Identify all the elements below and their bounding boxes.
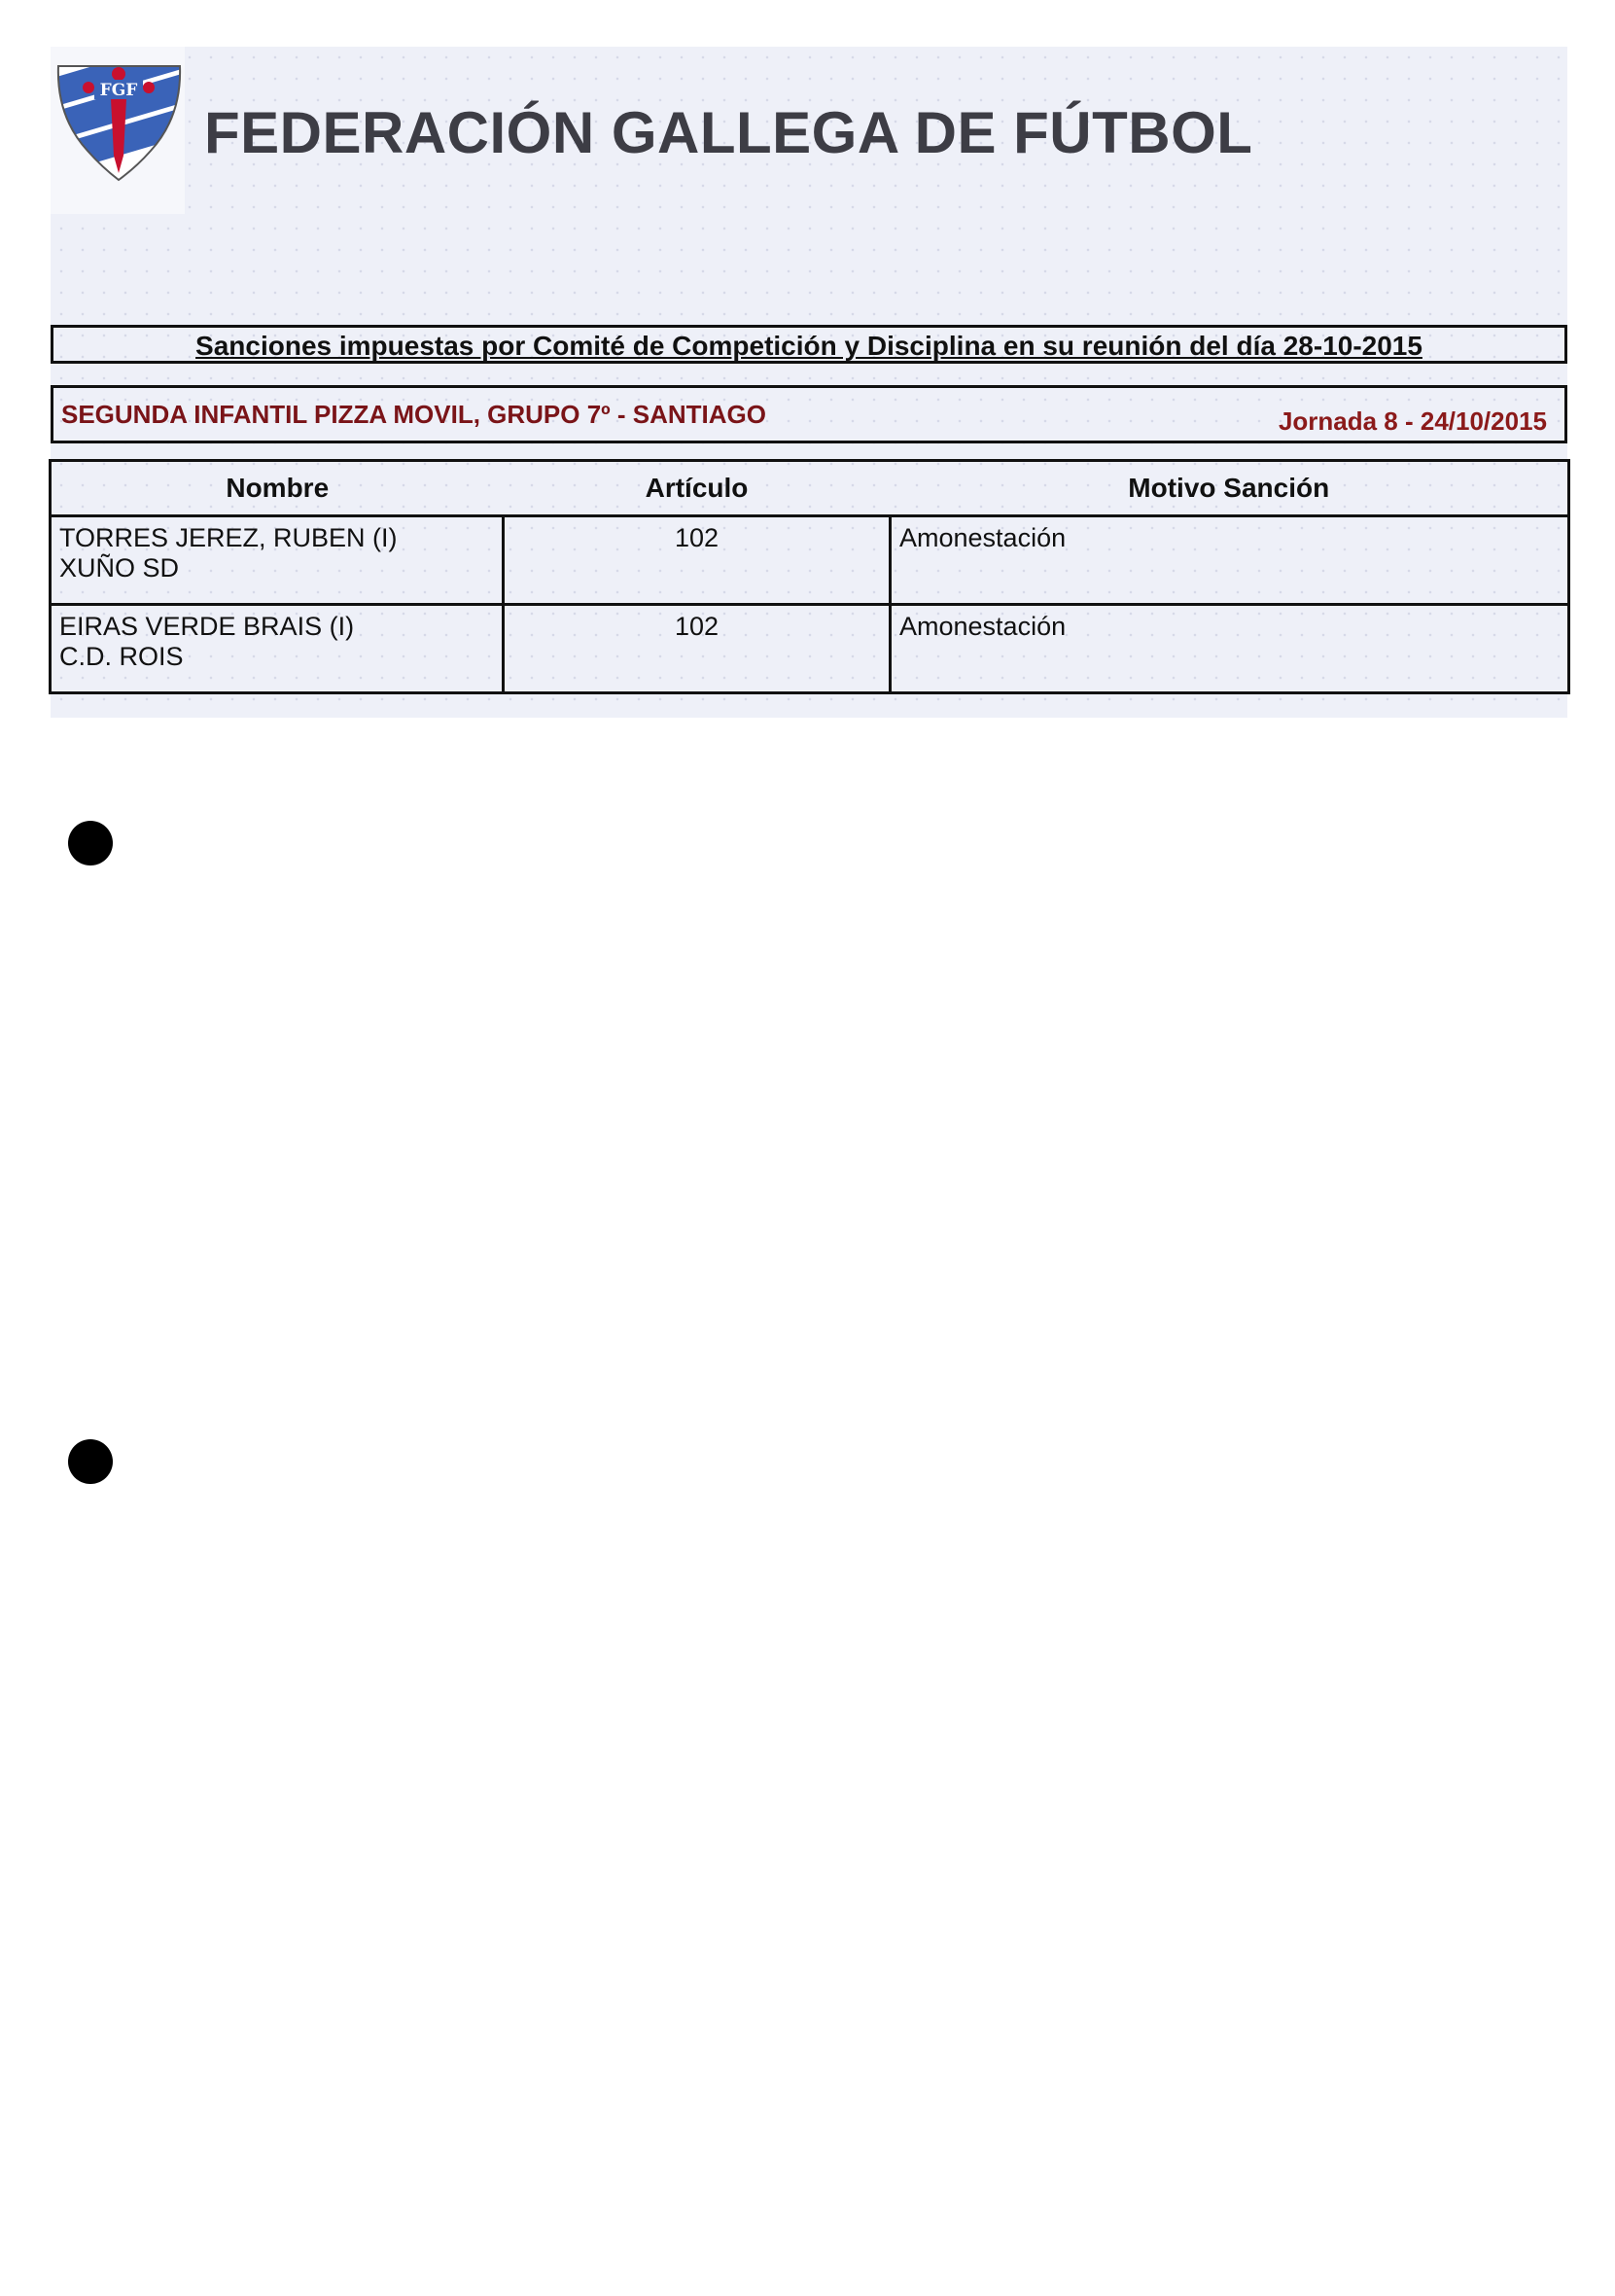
column-header-motivo: Motivo Sanción [891, 461, 1569, 516]
player-name: TORRES JEREZ, RUBEN (I) [59, 523, 398, 552]
table-row [51, 516, 1569, 605]
club-name: XUÑO SD [59, 553, 180, 583]
sanctions-table [49, 459, 1570, 694]
table-header-row [51, 461, 1569, 516]
table-row [51, 605, 1569, 693]
competition-name: SEGUNDA INFANTIL PIZZA MOVIL, GRUPO 7º - SANTIAGO [61, 400, 767, 429]
nombre-cell [51, 605, 504, 693]
player-name: EIRAS VERDE BRAIS (I) [59, 612, 355, 641]
motivo-cell: Amonestación [891, 516, 1569, 605]
jornada-label: Jornada 8 - 24/10/2015 [1278, 406, 1547, 436]
sanciones-title-box [51, 325, 1567, 364]
organization-title: FEDERACIÓN GALLEGA DE FÚTBOL [204, 100, 1253, 165]
nombre-cell [51, 516, 504, 605]
punch-hole [68, 821, 113, 865]
logo-text: FGF [99, 81, 138, 100]
motivo-cell: Amonestación [891, 605, 1569, 693]
club-name: C.D. ROIS [59, 642, 184, 671]
punch-hole [68, 1439, 113, 1484]
competition-box [51, 385, 1567, 443]
column-header-articulo: Artículo [504, 461, 891, 516]
articulo-cell: 102 [504, 605, 891, 693]
articulo-cell: 102 [504, 516, 891, 605]
column-header-nombre: Nombre [51, 461, 504, 516]
sanciones-title: Sanciones impuestas por Comité de Competición y Disciplina en su reunión del día 28-10-2015 [195, 331, 1422, 361]
fgf-crest-icon [53, 58, 185, 185]
